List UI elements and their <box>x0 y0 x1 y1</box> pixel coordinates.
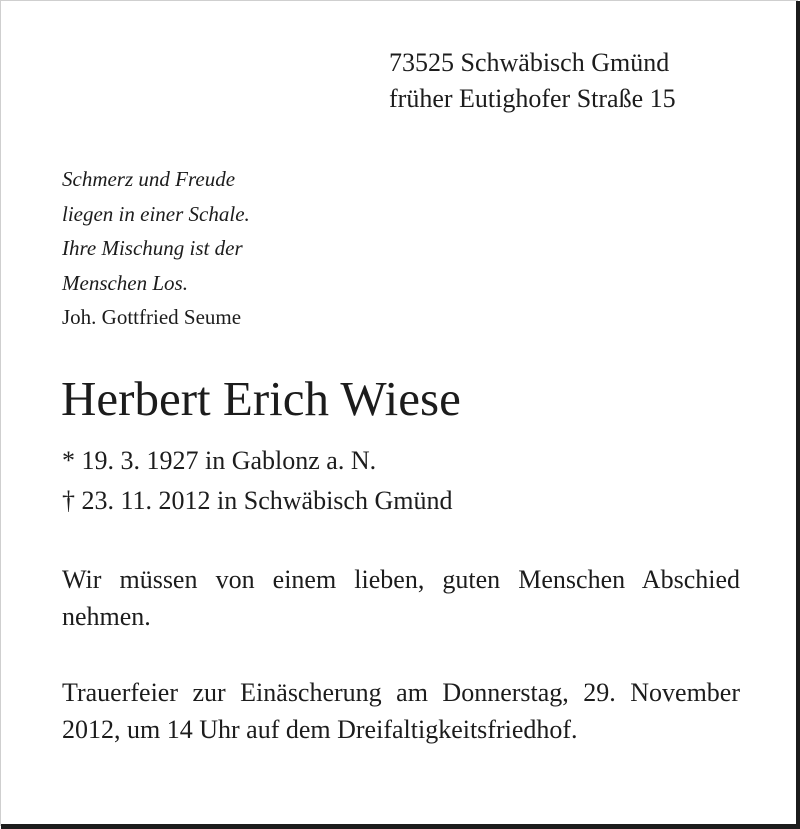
birth-date: * 19. 3. 1927 in Gablonz a. N. <box>62 446 377 475</box>
ceremony-paragraph: Trauerfeier zur Einäscherung am Donnerstag, 29. November 2012, um 14 Uhr auf dem Dreifaltigkeitsfriedhof. <box>62 678 740 744</box>
quote-line: Ihre Mischung ist der <box>62 236 243 260</box>
quote-line: liegen in einer Schale. <box>62 201 250 226</box>
quote-author: Joh. Gottfried Seume <box>62 305 242 329</box>
quote-block <box>62 162 250 335</box>
death-date: † 23. 11. 2012 in Schwäbisch Gmünd <box>62 486 453 515</box>
frame-shadow-right <box>796 1 800 829</box>
farewell-paragraph: Wir müssen von einem lieben, guten Menschen Abschied nehmen. <box>62 565 740 631</box>
life-dates <box>62 441 452 521</box>
address-former-street: früher Eutighofer Straße 15 <box>389 84 676 113</box>
address-city: 73525 Schwäbisch Gmünd <box>389 48 670 77</box>
quote-line: Menschen Los. <box>62 270 188 295</box>
quote-line: Schmerz und Freude <box>62 167 236 191</box>
deceased-name: Herbert Erich Wiese <box>61 371 461 426</box>
frame-shadow-bottom <box>1 824 800 829</box>
address-block <box>389 45 676 117</box>
